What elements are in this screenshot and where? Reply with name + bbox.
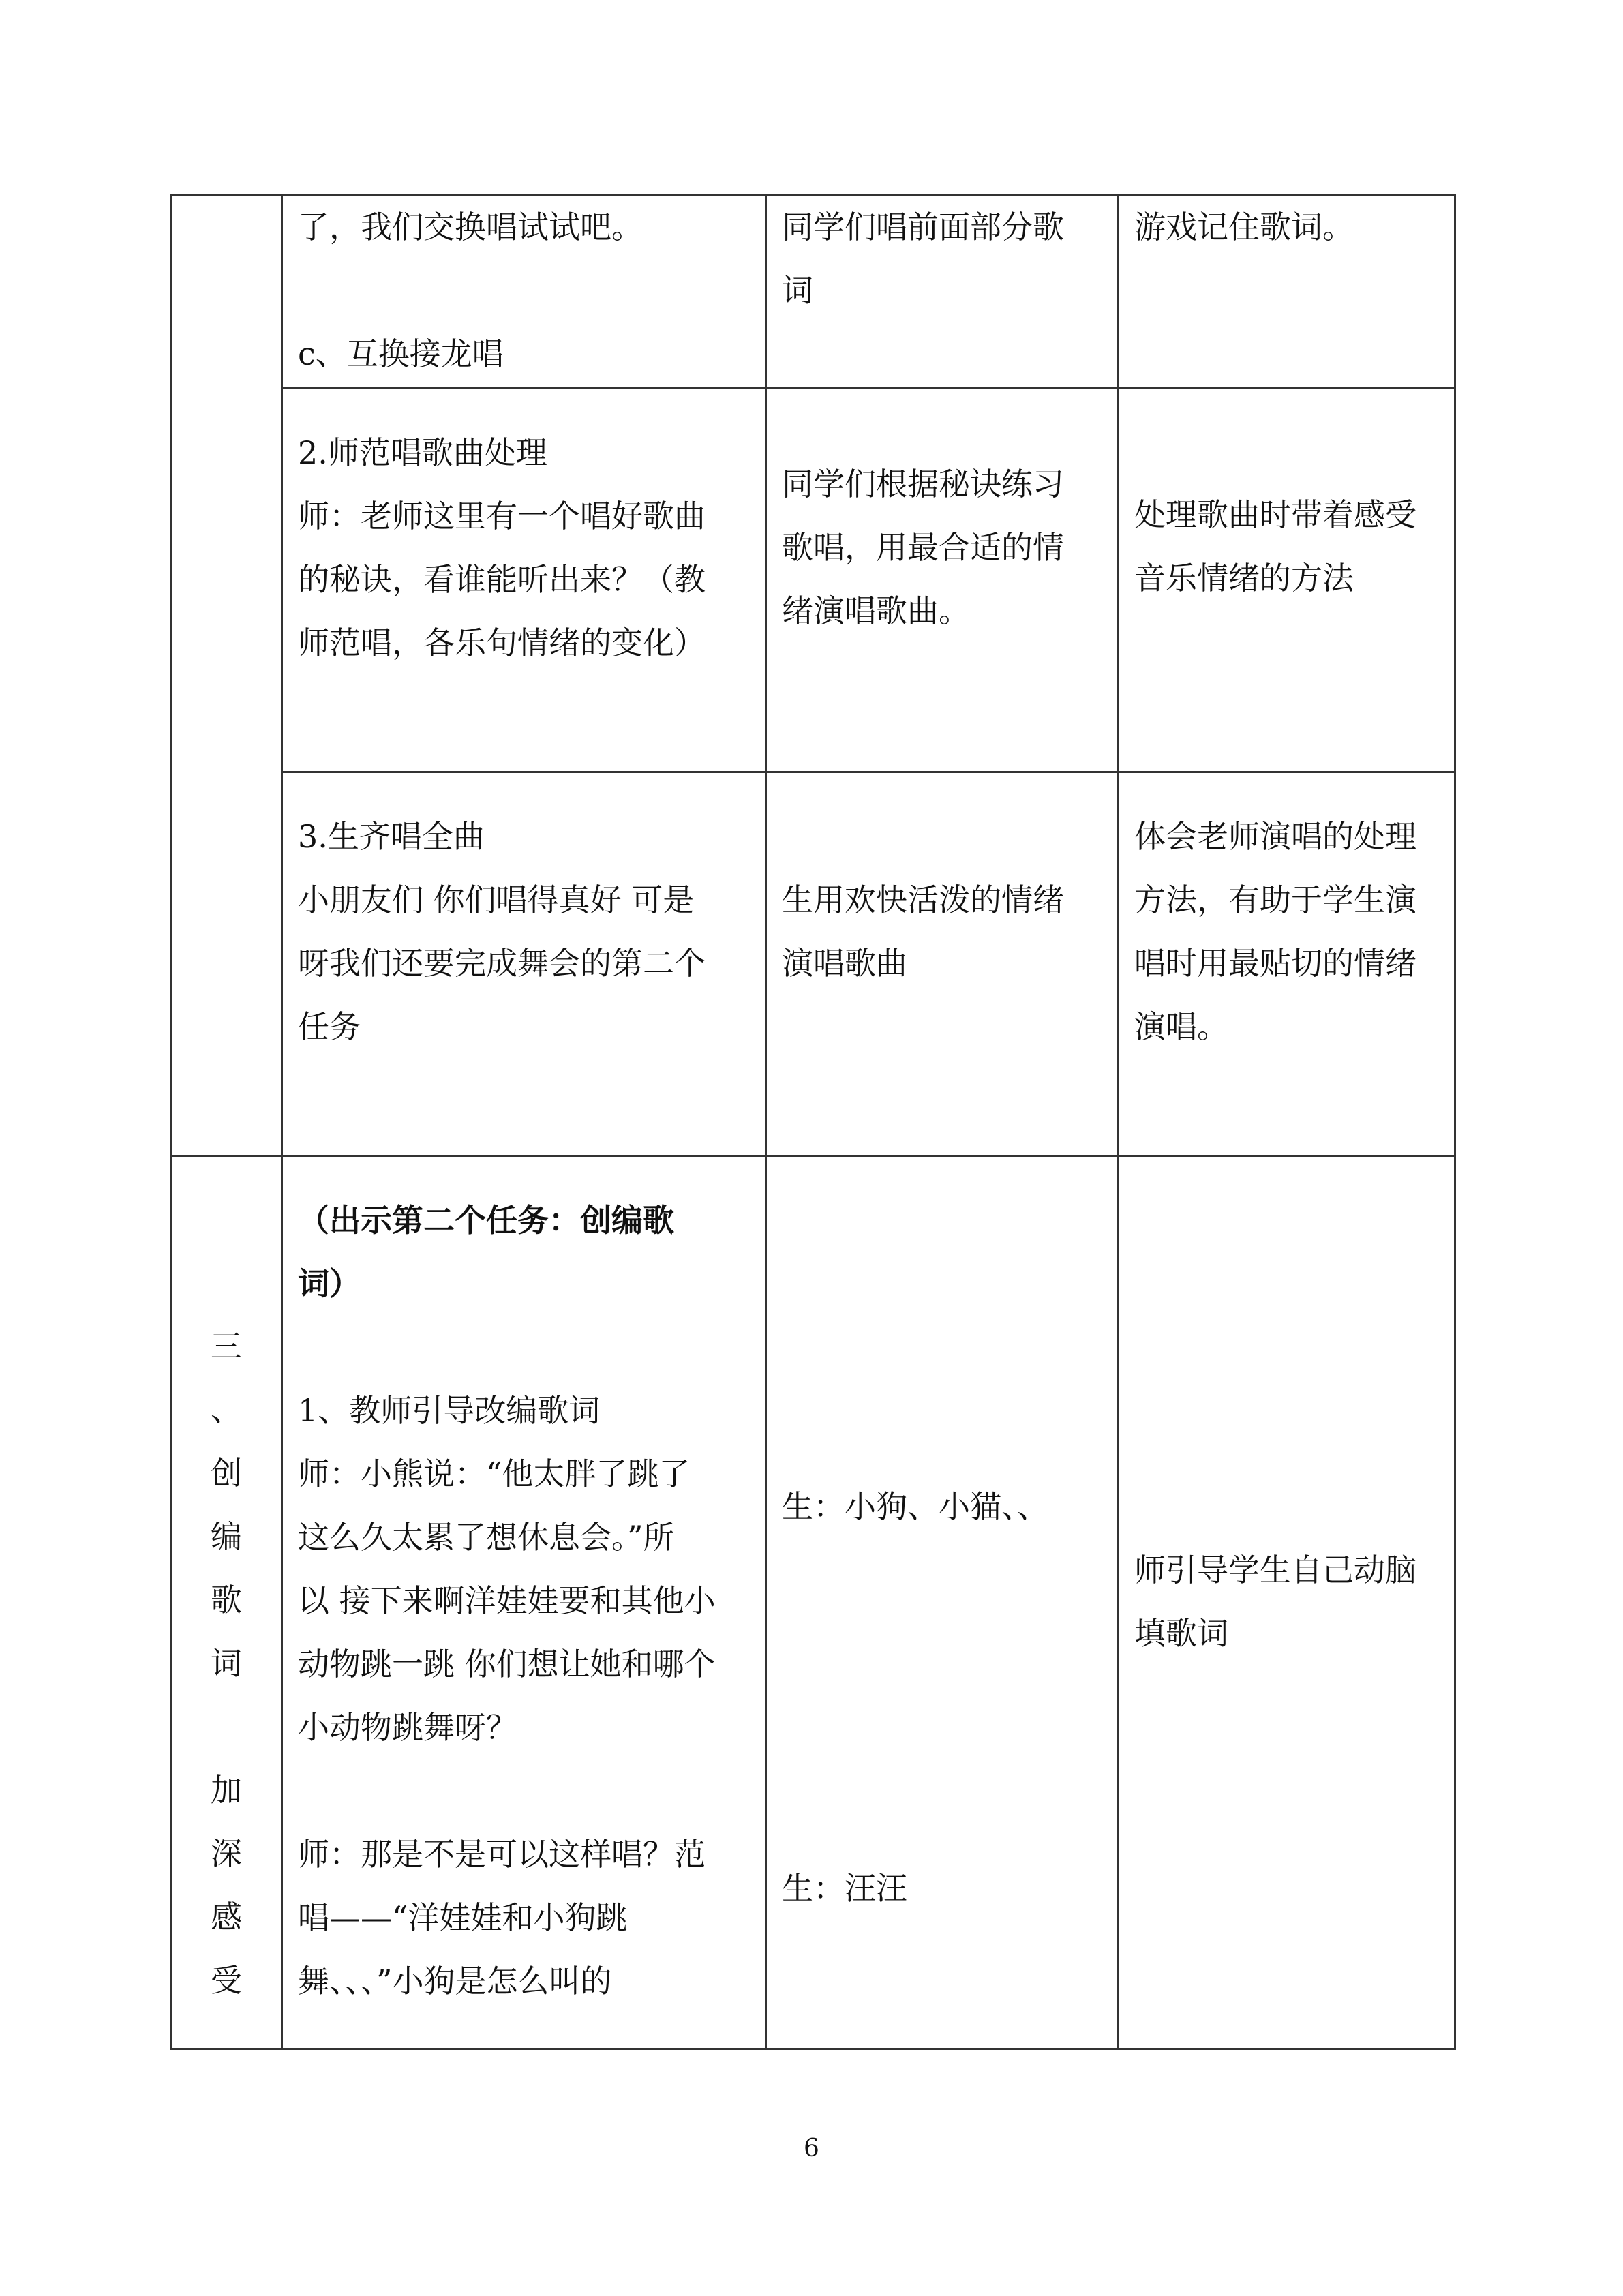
task-heading: （出示第二个任务：创编歌 — [298, 1202, 674, 1239]
text-line: 生：汪汪 — [782, 1870, 907, 1907]
text-line: 小朋友们 你们唱得真好 可是 — [298, 881, 695, 918]
lesson-plan-table — [170, 194, 1456, 2050]
task-heading: 词） — [298, 1265, 361, 1302]
text-line: 这么久太累了想休息会。”所 — [298, 1519, 675, 1556]
text-line: 唱——“洋娃娃和小狗跳 — [298, 1899, 628, 1936]
text-line: 演唱歌曲 — [782, 945, 907, 982]
text-line: 同学们根据秘诀练习 — [782, 466, 1064, 502]
text-line: 呀我们还要完成舞会的第二个 — [298, 945, 706, 982]
teacher-activity-cell — [282, 389, 766, 772]
text-line: 动物跳一跳 你们想让她和哪个 — [298, 1646, 716, 1682]
design-intent-cell — [1119, 1156, 1455, 2049]
text-line: 词 — [782, 272, 813, 309]
section-title-char: 三 — [211, 1328, 242, 1365]
teacher-activity-cell — [282, 772, 766, 1156]
text-line: 师：小熊说：“他太胖了跳了 — [298, 1455, 691, 1492]
text-line: 小动物跳舞呀？ — [298, 1709, 517, 1746]
text-line: 方法，有助于学生演 — [1134, 881, 1416, 918]
student-activity-cell — [766, 1156, 1119, 2049]
design-intent-cell — [1119, 772, 1455, 1156]
text-line: 舞、、、”小狗是怎么叫的 — [298, 1963, 612, 1999]
text-line: 的秘诀，看谁能听出来？（教 — [298, 561, 706, 598]
text-line: 师范唱，各乐句情绪的变化） — [298, 624, 706, 661]
student-activity-cell — [766, 772, 1119, 1156]
text-line: 处理歌曲时带着感受 — [1134, 496, 1416, 533]
text-line: 了，我们交换唱试试吧。 — [298, 209, 643, 245]
section-title-char: 歌 — [211, 1582, 242, 1618]
student-activity-cell — [766, 389, 1119, 772]
text-line: 填歌词 — [1134, 1615, 1228, 1652]
table-row — [171, 195, 1455, 389]
section-title-char: 加 — [211, 1772, 242, 1809]
text-line: 师：那是不是可以这样唱？范 — [298, 1836, 706, 1873]
text-line: 游戏记住歌词。 — [1134, 209, 1354, 245]
text-line: 同学们唱前面部分歌 — [782, 209, 1064, 245]
text-line: 演唱。 — [1134, 1008, 1228, 1045]
text-line: 绪演唱歌曲。 — [782, 592, 970, 629]
text-line: 生用欢快活泼的情绪 — [782, 881, 1064, 918]
teacher-activity-cell — [282, 195, 766, 389]
table-row — [171, 1156, 1455, 2049]
section-title-char: 感 — [211, 1899, 242, 1935]
text-line: 任务 — [298, 1008, 361, 1045]
text-line: 师：老师这里有一个唱好歌曲 — [298, 498, 706, 534]
design-intent-cell — [1119, 389, 1455, 772]
section-title-char: 词 — [211, 1645, 242, 1682]
text-line: 师引导学生自己动脑 — [1134, 1552, 1416, 1588]
text-line: 生：小狗、小猫、、 — [782, 1488, 1048, 1525]
text-line: 体会老师演唱的处理 — [1134, 818, 1416, 855]
section-title-char: 创 — [211, 1455, 242, 1492]
section-cell — [171, 1156, 282, 2049]
section-title-char: 编 — [211, 1518, 242, 1555]
text-line: c、互换接龙唱 — [298, 335, 504, 372]
section-cell-blank — [171, 195, 282, 1156]
student-activity-cell — [766, 195, 1119, 389]
design-intent-cell — [1119, 195, 1455, 389]
section-title-char: 、 — [211, 1391, 242, 1428]
text-line: 歌唱，用最合适的情 — [782, 529, 1064, 566]
text-line: 1、教师引导改编歌词 — [298, 1392, 601, 1429]
text-line: 音乐情绪的方法 — [1134, 560, 1354, 596]
text-line: 唱时用最贴切的情绪 — [1134, 945, 1416, 982]
text-line: 3.生齐唱全曲 — [298, 818, 485, 855]
table-row — [171, 389, 1455, 772]
section-title-char: 受 — [211, 1962, 242, 1999]
text-line: 2.师范唱歌曲处理 — [298, 434, 547, 471]
page-number: 6 — [804, 2134, 819, 2162]
section-title-char: 深 — [211, 1835, 242, 1872]
table-row — [171, 772, 1455, 1156]
teacher-activity-cell — [282, 1156, 766, 2049]
text-line: 以 接下来啊洋娃娃要和其他小 — [298, 1582, 716, 1619]
